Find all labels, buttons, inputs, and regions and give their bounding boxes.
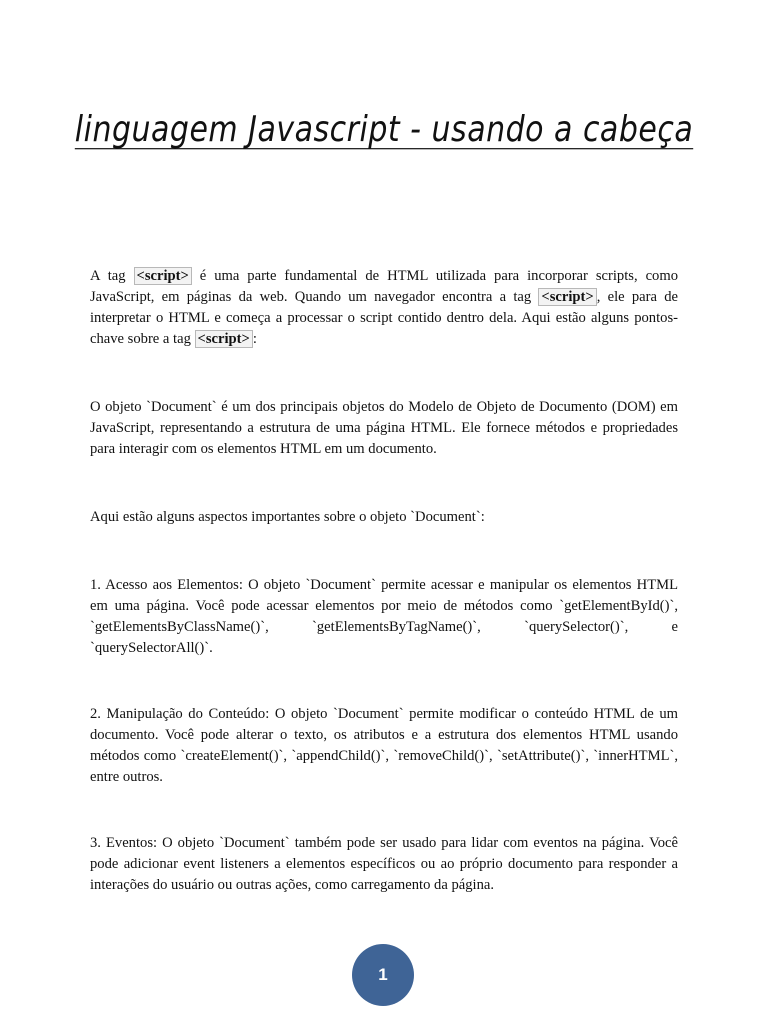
intro-text-3: , ele para de interpretar o HTML e começa a processar o script contido dentro dela. Aqui estão alguns pontos-chave sobre a tag: [90, 289, 678, 347]
script-tag-code: <script>: [538, 288, 596, 306]
script-tag-code: <script>: [195, 330, 253, 348]
document-intro-paragraph: O objeto `Document` é um dos principais objetos do Modelo de Objeto de Documento (DOM) em JavaScript, representando a estrutura de uma página HTML. Ele fornece métodos e propriedades para interagir com os elementos HTML em um documento.: [90, 399, 678, 457]
page-title: linguagem Javascript - usando a cabeça: [74, 108, 694, 151]
intro-paragraph: [90, 266, 678, 350]
intro-text-2: é uma parte fundamental de HTML utilizada para incorporar scripts, como JavaScript, em páginas da web. Quando um navegador encontra a tag: [90, 268, 678, 305]
script-tag-code: <script>: [134, 267, 192, 285]
aspects-lead-paragraph: Aqui estão alguns aspectos importantes sobre o objeto `Document`:: [90, 509, 485, 525]
document-body: [90, 266, 678, 896]
intro-text-4: :: [252, 331, 257, 347]
list-item-events: 3. Eventos: O objeto `Document` também pode ser usado para lidar com eventos na página. Você pode adicionar event listeners a elementos específicos ou ao próprio documento para responder a interações do usuário ou outras ações, como carregamento da página.: [90, 835, 678, 893]
intro-text-1: A tag: [90, 268, 134, 284]
list-item-content-manipulation: 2. Manipulação do Conteúdo: O objeto `Document` permite modificar o conteúdo HTML de um documento. Você pode alterar o texto, os atributos e a estrutura dos elementos HTML usando métodos como `createElement()`, `appendChild()`, `removeChild()`, `setAttribute()`, `innerHTML`, entre outros.: [90, 706, 678, 785]
page-number-badge: 1: [352, 944, 414, 1006]
list-item-element-access: 1. Acesso aos Elementos: O objeto `Document` permite acessar e manipular os elementos HTML em uma página. Você pode acessar elementos por meio de métodos como `getElementById()`, `getElementsByClassName()`, `getElementsByTagName()`, `querySelector()`, e `querySelectorAll()`.: [90, 577, 678, 656]
